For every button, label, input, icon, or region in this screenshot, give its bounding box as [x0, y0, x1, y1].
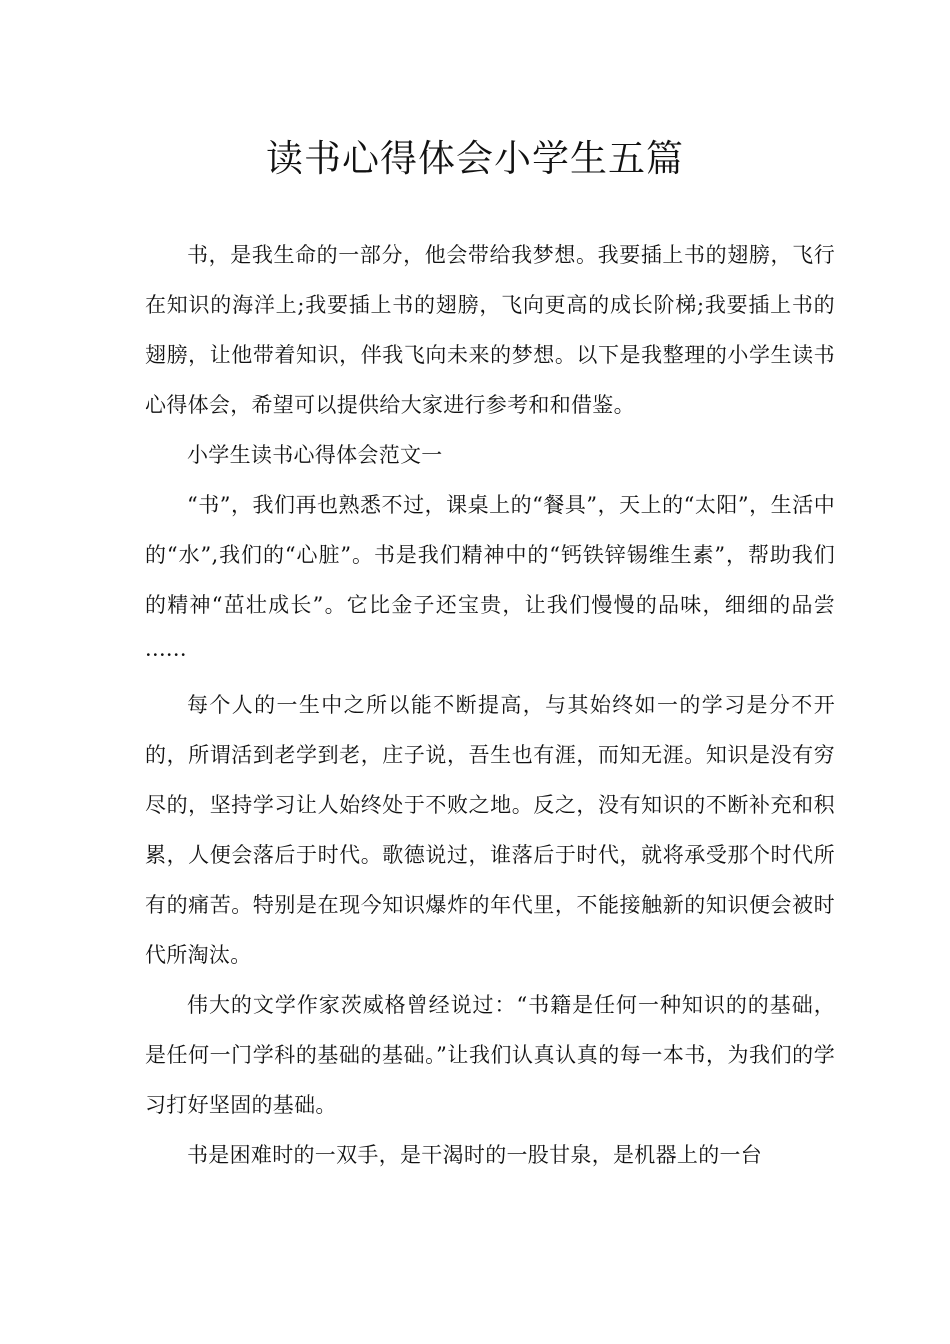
document-body — [145, 230, 835, 1180]
paragraph-zweig-quote: 伟大的文学作家茨威格曾经说过：“书籍是任何一种知识的的基础，是任何一门学科的基础的基础。”让我们认真认真的每一本书，为我们的学习打好坚固的基础。 — [145, 993, 835, 1117]
document-title: 读书心得体会小学生五篇 — [266, 137, 684, 180]
paragraph-book-metaphor: “书”，我们再也熟悉不过，课桌上的“餐具”，天上的“太阳”，生活中的“水”,我们的“心脏”。书是我们精神中的“钙铁锌锡维生素”，帮助我们的精神“茁壮成长”。它比金子还宝贵，让我们慢慢的品味，细细的品尝······ — [145, 493, 835, 667]
intro-paragraph: 书，是我生命的一部分，他会带给我梦想。我要插上书的翅膀，飞行在知识的海洋上;我要插上书的翅膀，飞向更高的成长阶梯;我要插上书的翅膀，让他带着知识，伴我飞向未来的梦想。以下是我整理的小学生读书心得体会，希望可以提供给大家进行参考和和借鉴。 — [145, 243, 835, 417]
section-heading: 小学生读书心得体会范文一 — [187, 443, 443, 467]
paragraph-book-helping-hand: 书是困难时的一双手，是干渴时的一股甘泉，是机器上的一台 — [187, 1143, 763, 1167]
paragraph-lifelong-learning: 每个人的一生中之所以能不断提高，与其始终如一的学习是分不开的，所谓活到老学到老，庄子说，吾生也有涯，而知无涯。知识是没有穷尽的，坚持学习让人始终处于不败之地。反之，没有知识的不断补充和积累，人便会落后于时代。歌德说过，谁落后于时代，就将承受那个时代所有的痛苦。特别是在现今知识爆炸的年代里，不能接触新的知识便会被时代所淘汰。 — [145, 693, 835, 967]
